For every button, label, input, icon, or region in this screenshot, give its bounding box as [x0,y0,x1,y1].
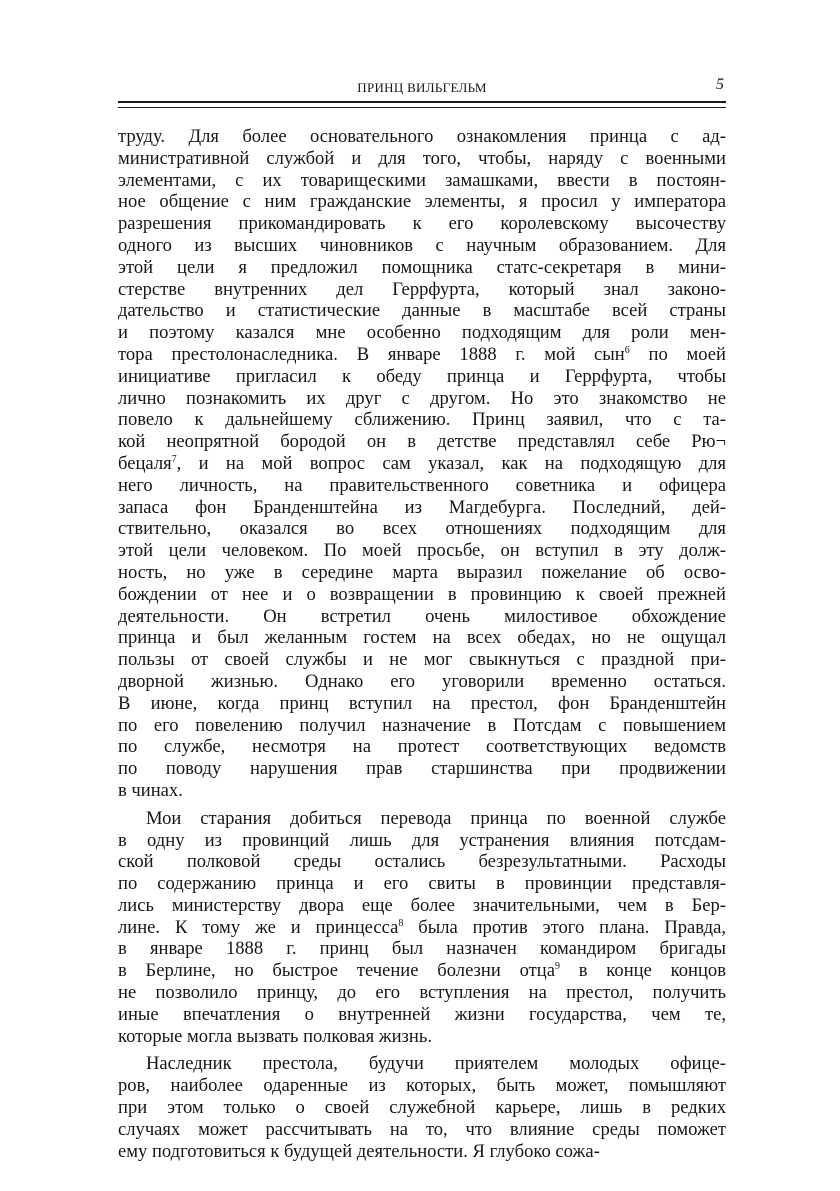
text-line: этой цели я предложил помощника статс-секретаря в мини- [118,256,726,278]
text-line: и поэтому казался мне особенно подходящим для роли мен- [118,322,726,344]
text-line: иные впечатления о внутренней жизни государства, чем те, [118,1003,726,1025]
text-line: пользы от своей службы и не мог свыкнуться с праздной при- [118,649,726,671]
text-line: кой неопрятной бородой он в детстве представлял себе Рю¬ [118,431,726,453]
text-line: Мои старания добиться перевода принца по военной службе [146,807,726,829]
text-segment: , и на мой вопрос сам указал, как на подходящую для [176,452,726,474]
text-line: дательство и статистические данные в масштабе всей страны [118,300,726,322]
text-line: в одну из провинций лишь для устранения влияния потсдам- [118,829,726,851]
text-line: ему подготовиться к будущей деятельности. Я глубоко сожа- [118,1140,600,1162]
text-line: него личность, на правительственного советника и офицера [118,474,726,496]
text-line: ствительно, оказался во всех отношениях подходящим для [118,518,726,540]
text-line [118,960,726,982]
text-line: этой цели человеком. По моей просьбе, он вступил в эту долж- [118,540,726,562]
text-line: ской полковой среды остались безрезультатными. Расходы [118,851,726,873]
text-line: в чинах. [118,779,183,801]
text-line: министративной службой и для того, чтобы, наряду с военными [118,147,726,169]
text-line [118,917,726,939]
running-title: ПРИНЦ ВИЛЬГЕЛЬМ [357,80,487,95]
text-segment: в конце концов [559,960,726,982]
text-line: труду. Для более основательного ознакомления принца с ад- [118,126,726,147]
text-line: лись министерству двора еще более значительными, чем в Бер- [118,894,726,916]
text-line: ров, наиболее одаренные из которых, быть может, помышляют [118,1075,726,1097]
text-line: ное общение с ним гражданские элементы, я просил у императора [118,191,726,213]
text-line: принца и был желанным гостем на всех обедах, но не ощущал [118,627,726,649]
footnote-marker: 6 [624,344,630,356]
text-line: инициативе пригласил к обеду принца и Геррфурта, чтобы [118,365,726,387]
text-line: стерстве внутренних дел Геррфурта, который знал законо- [118,278,726,300]
text-line: разрешения прикомандировать к его королевскому высочеству [118,213,726,235]
text-line: при этом только о своей служебной карьере, лишь в редких [118,1097,726,1119]
text-line: запаса фон Бранденштейна из Магдебурга. Последний, дей- [118,496,726,518]
text-line: бождении от нее и о возвращении в провинцию к своей прежней [118,583,726,605]
header-rule-thick [118,101,726,103]
text-line: одного из высших чиновников с научным образованием. Для [118,234,726,256]
text-line: по содержанию принца и его свиты в провинции представля- [118,873,726,895]
paragraph-2 [118,808,726,1048]
text-line: по службе, несмотря на протест соответствующих ведомств [118,736,726,758]
text-line [118,453,726,475]
text-line: ность, но уже в середине марта выразил пожелание об осво- [118,561,726,583]
text-line: дворной жизнью. Однако его уговорили временно остаться. [118,670,726,692]
text-line: деятельности. Он встретил очень милостивое обхождение [118,605,726,627]
text-line: лично познакомить их друг с другом. Но это знакомство не [118,387,726,409]
text-segment: тора престолонаследника. В январе 1888 г. мой сын [118,343,625,365]
text-line [118,344,726,366]
page-number: 5 [716,76,724,93]
text-line: по поводу нарушения прав старшинства при продвижении [118,758,726,780]
text-segment: по моей [629,343,726,365]
text-line: которые могла вызвать полковая жизнь. [118,1025,432,1047]
text-line: по его повелению получил назначение в Потсдам с повышением [118,714,726,736]
text-segment: была против этого плана. Правда, [403,916,726,938]
header-rule-thin [118,107,726,108]
paragraph-1 [118,126,726,802]
text-line: не позволило принцу, до его вступления на престол, получить [118,982,726,1004]
text-line: в январе 1888 г. принц был назначен командиром бригады [118,938,726,960]
footnote-marker: 9 [554,961,560,973]
text-line: В июне, когда принц вступил на престол, фон Бранденштейн [118,692,726,714]
text-line: элементами, с их товарищескими замашками, ввести в постоян- [118,169,726,191]
text-segment: бецаля [118,452,172,474]
text-line: Наследник престола, будучи приятелем молодых офице- [146,1053,726,1075]
text-segment: в Берлине, но быстрое течение болезни отца [118,960,555,982]
footnote-marker: 8 [398,917,404,929]
text-segment: лине. К тому же и принцесса [118,916,399,938]
footnote-marker: 7 [171,453,177,465]
text-line: повело к дальнейшему сближению. Принц заявил, что с та- [118,409,726,431]
body-text [118,126,726,1162]
text-line: случаях может рассчитывать на то, что влияние среды поможет [118,1118,726,1140]
paragraph-3 [118,1053,726,1162]
